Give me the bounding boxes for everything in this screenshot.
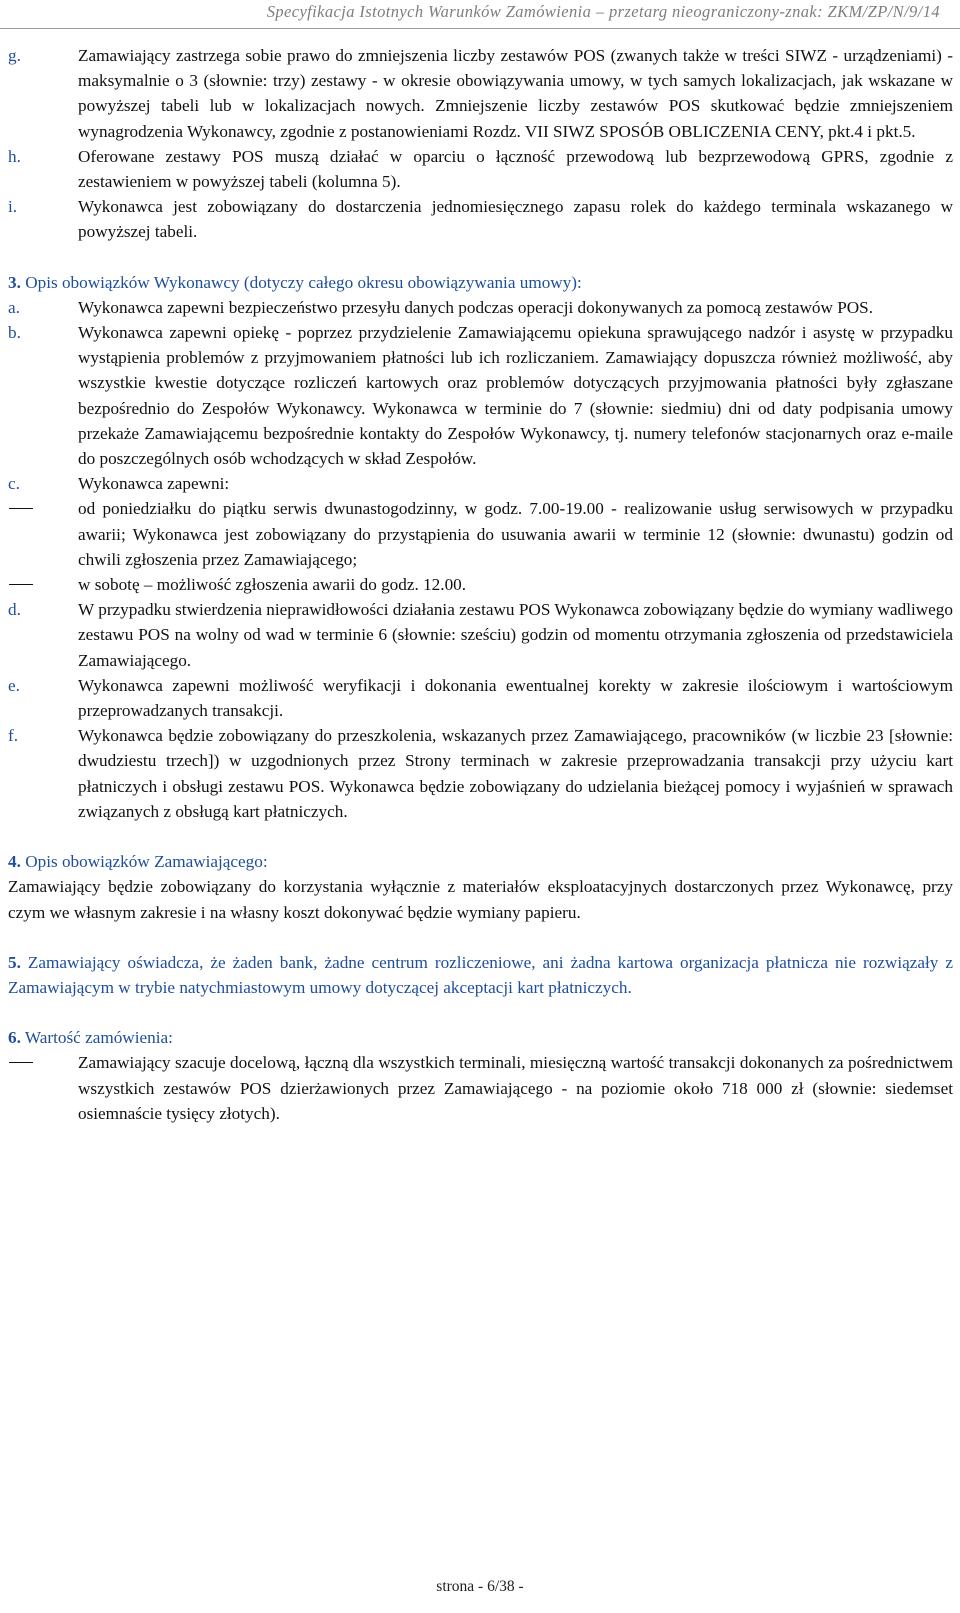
- item-marker: b.: [8, 323, 21, 343]
- item-marker: a.: [8, 297, 20, 317]
- spacer: [8, 245, 953, 270]
- item-text: Wykonawca jest zobowiązany do dostarczenia jednomiesięcznego zapasu rolek do każdego terminala wskazanego w powyższej tabeli.: [78, 197, 953, 242]
- list-item-c: [8, 471, 953, 496]
- list-item-g: [8, 43, 953, 144]
- dash-item: [8, 496, 953, 572]
- list-item-a: [8, 295, 953, 320]
- section-5: [8, 950, 953, 1000]
- spacer: [8, 1000, 953, 1025]
- section-number: 3.: [8, 272, 21, 292]
- item-text: Wykonawca zapewni możliwość weryfikacji i dokonania ewentualnej korekty w zakresie ilościowym i wartościowym przeprowadzanych transakcji.: [78, 675, 953, 721]
- section-4-heading: [8, 849, 953, 874]
- item-text: W przypadku stwierdzenia nieprawidłowości działania zestawu POS Wykonawca zobowiązany będzie do wymiany wadliwego zestawu POS na wolny od wad w terminie 6 (słownie: sześciu) godzin od momentu otrzymania zgłoszenia od przedstawiciela Zamawiającego.: [78, 600, 953, 670]
- item-text: Zamawiający szacuje docelową, łączną dla wszystkich terminali, miesięczną wartość transakcji dokonanych za pośrednictwem wszystkich zestawów POS dzierżawionych przez Zamawiającego - na poziomie około 718 000 zł (słownie: siedemset osiemnaście tysięcy złotych).: [78, 1053, 953, 1123]
- dash-marker: [8, 1050, 78, 1126]
- item-marker: d.: [8, 600, 21, 620]
- section-4-text: Zamawiający będzie zobowiązany do korzystania wyłącznie z materiałów eksploatacyjnych dostarczonych przez Wykonawcę, przy czym we własnym zakresie i na własny koszt dokonywać będzie wymiany papieru.: [8, 877, 953, 922]
- section-number: 5.: [8, 952, 21, 972]
- item-marker: g.: [8, 46, 21, 65]
- section-title: Wartość zamówienia:: [24, 1028, 173, 1048]
- document-body: [8, 43, 953, 1126]
- section-number: 6.: [8, 1028, 21, 1048]
- section-title: Opis obowiązków Zamawiającego:: [25, 852, 268, 872]
- item-text: od poniedziałku do piątku serwis dwunastogodzinny, w godz. 7.00-19.00 - realizowanie usług serwisowych w przypadku awarii; Wykonawca jest zobowiązany do przystąpienia do usuwania awarii w terminie 12 (słownie: dwunastu) godzin od chwili zgłoszenia przez Zamawiającego;: [78, 499, 953, 569]
- dash-item: [8, 572, 953, 597]
- page-header: Specyfikacja Istotnych Warunków Zamówienia – przetarg nieograniczony-znak: ZKM/ZP/N/9/14: [0, 2, 960, 29]
- spacer: [8, 824, 953, 849]
- list-item-f: [8, 723, 953, 824]
- item-text: Oferowane zestawy POS muszą działać w oparciu o łączność przewodową lub bezprzewodową GPRS, zgodnie z zestawieniem w powyższej tabeli (kolumna 5).: [78, 146, 953, 192]
- section-text: Zamawiający oświadcza, że żaden bank, żadne centrum rozliczeniowe, ani żadna kartowa organizacja płatnicza nie rozwiązały z Zamawiającym w trybie natychmiastowym umowy dotyczącej akceptacji kart płatniczych.: [8, 952, 954, 997]
- list-item-d: [8, 597, 953, 673]
- section-title: Opis obowiązków Wykonawcy (dotyczy całego okresu obowiązywania umowy):: [25, 272, 582, 292]
- list-item-e: [8, 673, 953, 723]
- item-marker: c.: [8, 474, 20, 494]
- item-text: Wykonawca zapewni bezpieczeństwo przesyłu danych podczas operacji dokonywanych za pomocą zestawów POS.: [78, 297, 874, 317]
- section-6-heading: [8, 1025, 953, 1050]
- page-footer: strona - 6/38 -: [436, 1578, 524, 1595]
- section-3-heading: [8, 270, 953, 295]
- dash-marker: [8, 572, 78, 597]
- item-text: Wykonawca zapewni:: [78, 474, 230, 494]
- item-marker: i.: [8, 197, 18, 217]
- list-item-i: [8, 194, 953, 244]
- dash-marker: [8, 496, 78, 572]
- spacer: [8, 925, 953, 950]
- item-marker: f.: [8, 726, 19, 746]
- item-text: w sobotę – możliwość zgłoszenia awarii do godz. 12.00.: [78, 575, 467, 595]
- item-text: Wykonawca zapewni opiekę - poprzez przydzielenie Zamawiającemu opiekuna sprawującego nadzór i asystę w przypadku wystąpienia problemów z przyjmowaniem płatności lub ich rozliczaniem. Zamawiający dopuszcza również możliwość, aby wszystkie kwestie dotyczące rozliczeń kartowych oraz problemów dotyczących przyjmowania płatności były zgłaszane bezpośrednio do Zespołów Wykonawcy. Wykonawca w terminie do 7 (słownie: siedmiu) dni od daty podpisania umowy przekaże Zamawiającemu bezpośrednie kontakty do Zespołów Wykonawcy, tj. numery telefonów stacjonarnych oraz e-maile do poszczególnych osób wchodzących w skład Zespołów.: [78, 323, 953, 469]
- item-text: Zamawiający zastrzega sobie prawo do zmniejszenia liczby zestawów POS (zwanych także w treści SIWZ - urządzeniami) - maksymalnie o 3 (słownie: trzy) zestawy - w okresie obowiązywania umowy, w tych samych lokalizacjach, jak wskazane w powyższej tabeli lub w lokalizacjach nowych. Zmniejszenie liczby zestawów POS skutkować będzie zmniejszeniem wynagrodzenia Wykonawcy, zgodnie z postanowieniami Rozdz. VII SIWZ SPOSÓB OBLICZENIA CENY, pkt.4 i pkt.5.: [78, 46, 953, 141]
- item-marker: e.: [8, 675, 20, 695]
- list-item-b: [8, 320, 953, 471]
- dash-item: [8, 1050, 953, 1126]
- list-item-h: [8, 144, 953, 194]
- item-text: Wykonawca będzie zobowiązany do przeszkolenia, wskazanych przez Zamawiającego, pracowników (w liczbie 23 [słownie: dwudziestu trzech]) w uzgodnionych przez Strony terminach w zakresie przeprowadzania transakcji przy użyciu kart płatniczych i obsługi zestawu POS. Wykonawca będzie zobowiązany do udzielania bieżącej pomocy i wyjaśnień w sprawach związanych z obsługą kart płatniczych.: [78, 726, 953, 821]
- section-number: 4.: [8, 852, 21, 872]
- item-marker: h.: [8, 146, 21, 166]
